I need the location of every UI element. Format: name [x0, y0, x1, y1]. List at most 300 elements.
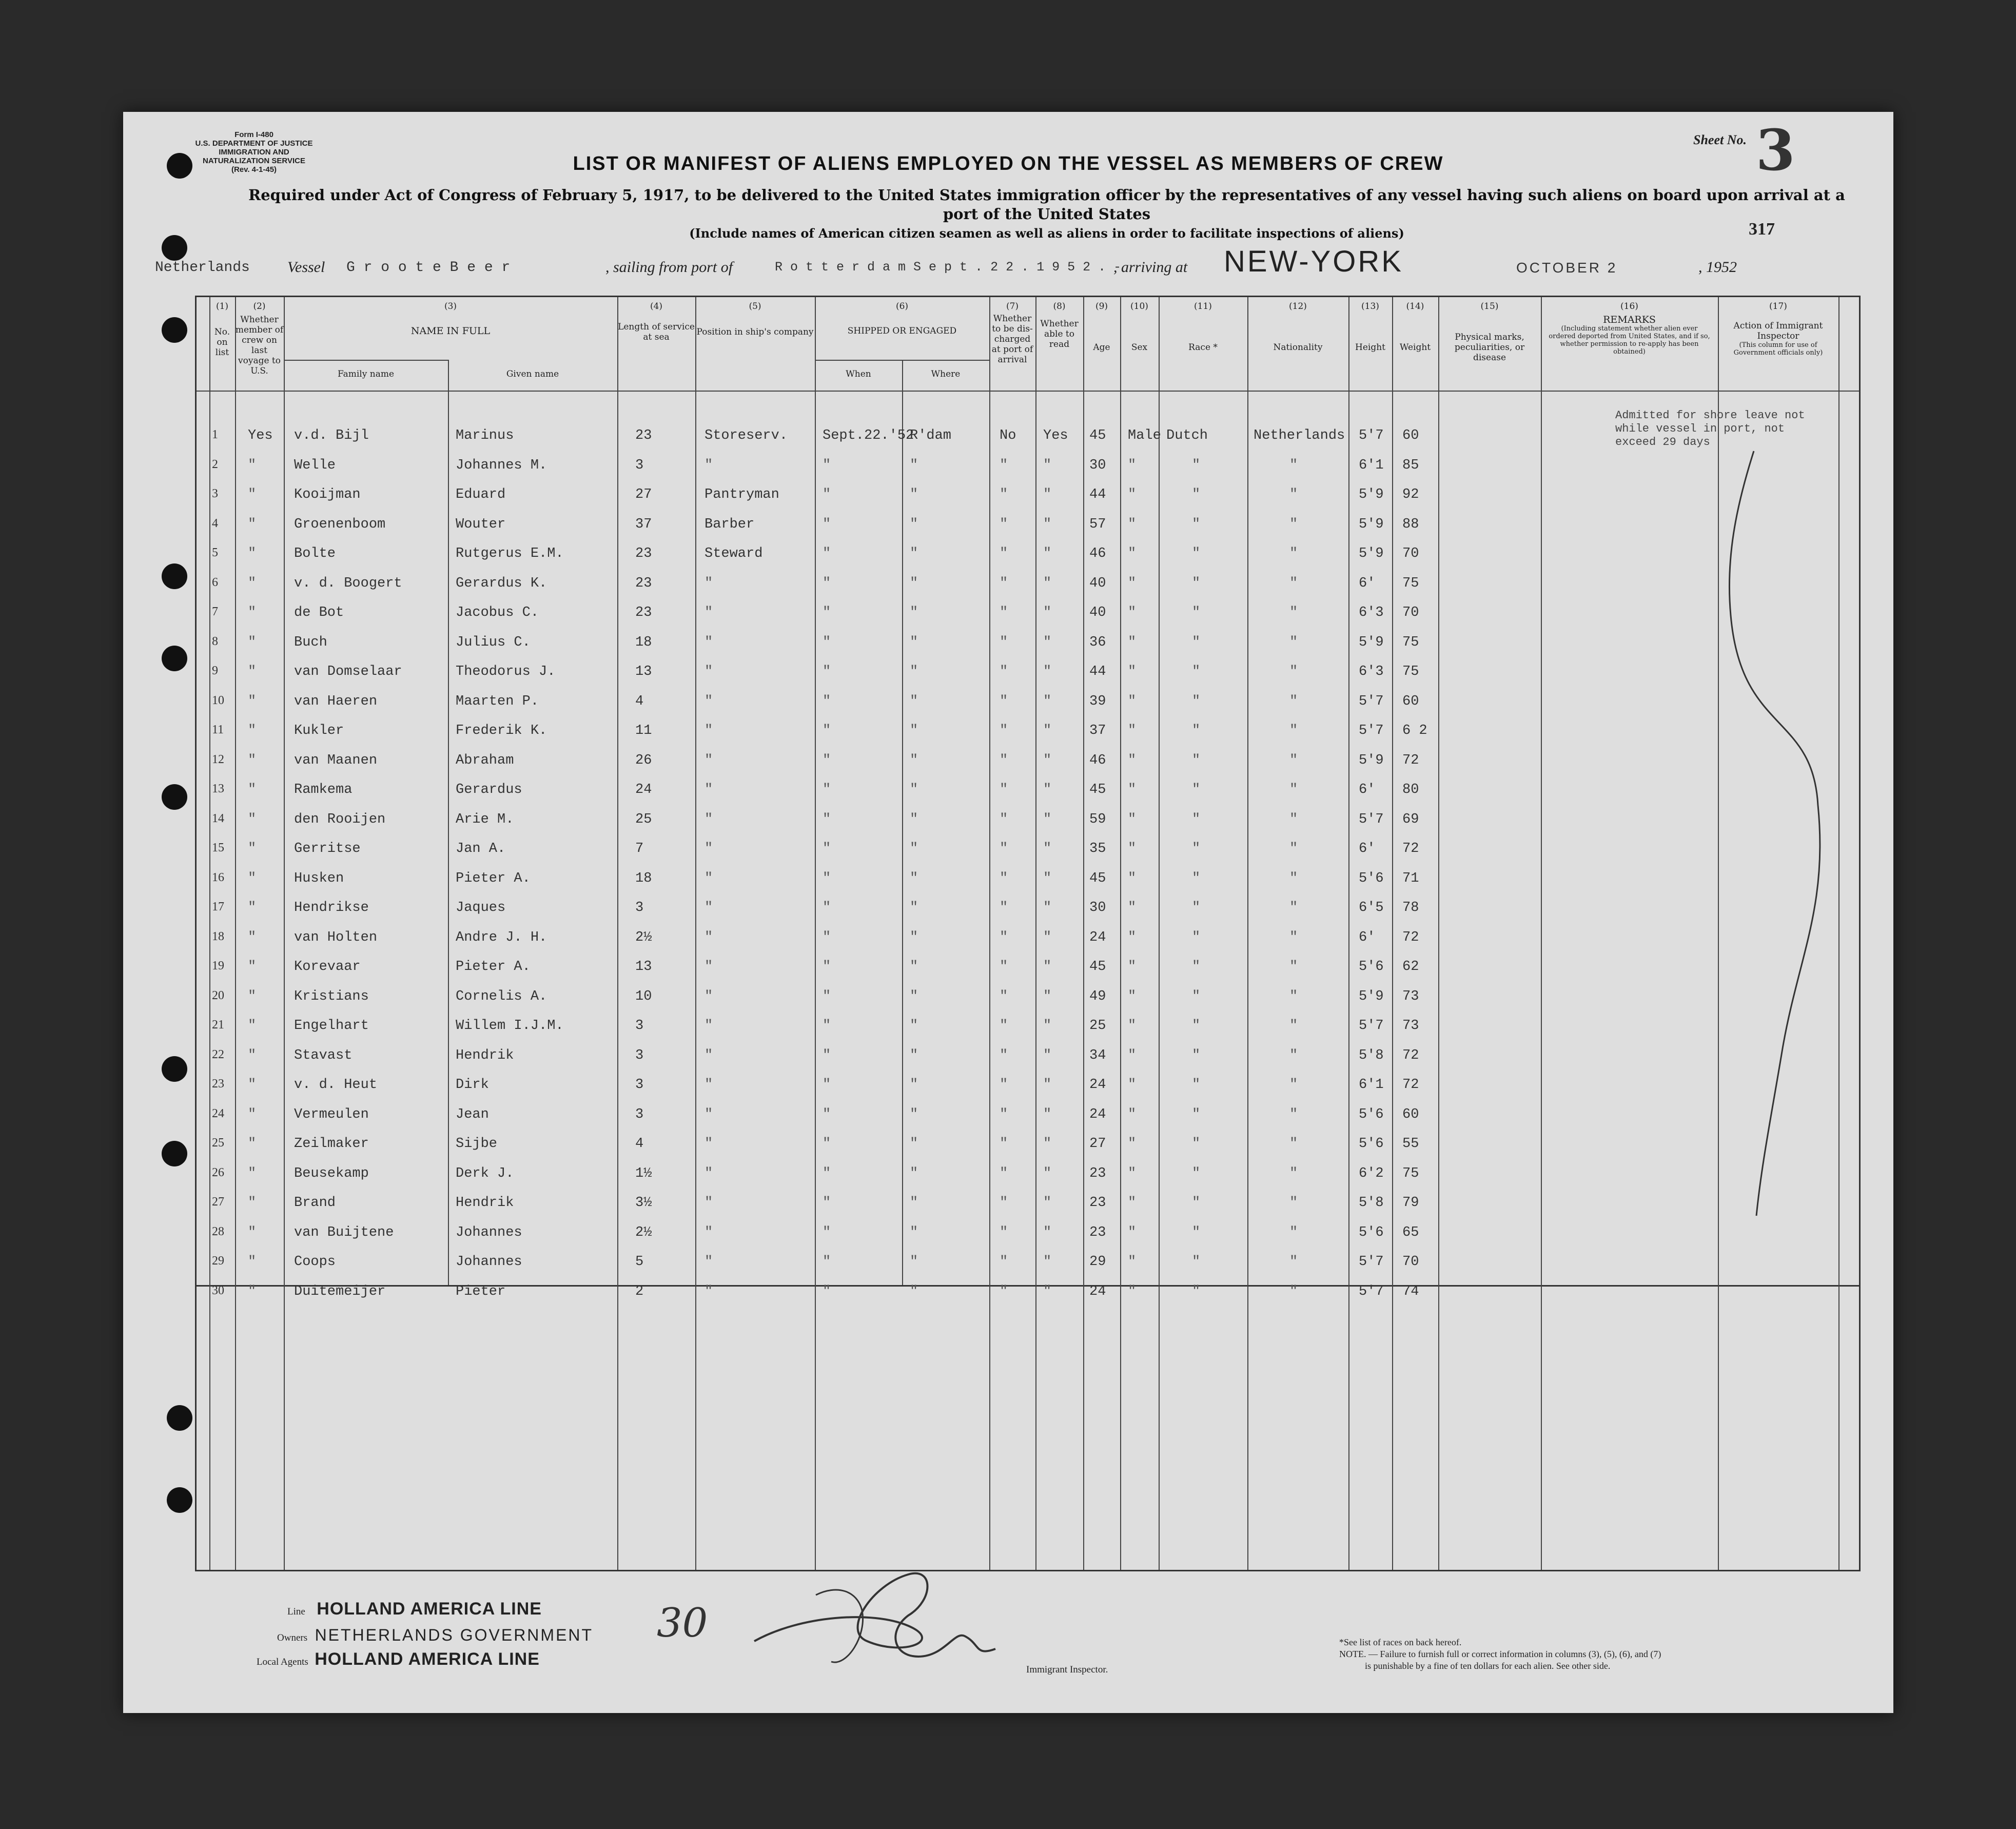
cell-nationality: " [1289, 900, 1298, 916]
cell-last-voyage: " [248, 457, 257, 473]
cell-row-number: 3 [212, 487, 218, 500]
cell-race: " [1192, 1165, 1201, 1181]
cell-length-of-service: 4 [635, 1136, 644, 1152]
cell-discharged: " [1000, 959, 1008, 975]
cell-last-voyage: " [248, 988, 257, 1004]
cell-sex: " [1128, 1283, 1137, 1299]
cell-height: 5'9 [1359, 752, 1384, 768]
table-row [197, 1048, 1859, 1078]
cell-sex: " [1128, 929, 1137, 945]
cell-nationality: " [1289, 811, 1298, 827]
cell-length-of-service: 18 [635, 870, 652, 886]
cell-given-name: Jaques [456, 900, 506, 916]
cell-able-to-read: " [1043, 811, 1052, 827]
cell-weight: 85 [1402, 457, 1419, 473]
cell-length-of-service: 13 [635, 664, 652, 679]
cell-able-to-read: " [1043, 546, 1052, 561]
cell-race: " [1192, 870, 1201, 886]
cell-shipped-where: " [910, 1283, 918, 1299]
cell-sex: " [1128, 988, 1137, 1004]
cell-height: 5'7 [1359, 693, 1384, 709]
cell-position: " [704, 841, 713, 857]
cell-nationality: " [1289, 457, 1298, 473]
col-number: (8) [1053, 301, 1066, 312]
cell-length-of-service: 13 [635, 959, 652, 975]
port-of-departure: R o t t e r d a m S e p t . 2 2 . 1 9 5 2 . - [775, 260, 1122, 275]
cell-able-to-read: " [1043, 782, 1052, 797]
header-divider [197, 391, 1859, 392]
cell-nationality: " [1289, 988, 1298, 1004]
cell-shipped-where: " [910, 1018, 918, 1034]
cell-weight: 55 [1402, 1136, 1419, 1152]
cell-family-name: den Rooijen [294, 811, 386, 827]
cell-given-name: Pieter A. [456, 870, 531, 886]
cell-family-name: Buch [294, 634, 327, 650]
punch-hole [162, 1141, 187, 1166]
cell-age: 23 [1089, 1224, 1106, 1240]
cell-given-name: Dirk [456, 1077, 489, 1093]
sheet-number: 3 [1756, 117, 1795, 183]
col-number: (16) [1620, 301, 1638, 312]
cell-height: 5'7 [1359, 723, 1384, 738]
cell-race: " [1192, 723, 1201, 738]
cell-shipped-where: " [910, 457, 918, 473]
cell-last-voyage: " [248, 782, 257, 797]
cell-length-of-service: 3½ [635, 1195, 652, 1211]
cell-given-name: Theodorus J. [456, 664, 556, 679]
cell-length-of-service: 23 [635, 428, 652, 443]
cell-given-name: Cornelis A. [456, 988, 547, 1004]
cell-age: 34 [1089, 1047, 1106, 1063]
cell-able-to-read: Yes [1043, 428, 1068, 443]
cell-discharged: " [1000, 900, 1008, 916]
cell-last-voyage: " [248, 1283, 257, 1299]
cell-shipped-when: " [823, 1254, 831, 1270]
cell-position: " [704, 870, 713, 886]
cell-height: 5'8 [1359, 1195, 1384, 1211]
cell-weight: 79 [1402, 1195, 1419, 1211]
cell-given-name: Johannes M. [456, 457, 547, 473]
table-row [197, 1136, 1859, 1166]
cell-last-voyage: " [248, 900, 257, 916]
cell-nationality: " [1289, 575, 1298, 591]
col-number: (1) [216, 301, 229, 312]
form-number: Form I-480 [234, 130, 273, 139]
cell-discharged: " [1000, 752, 1008, 768]
cell-height: 5'7 [1359, 1283, 1384, 1299]
cell-shipped-where: " [910, 634, 918, 650]
header-label: Age [1093, 342, 1110, 353]
header-label: Length of service at sea [618, 322, 695, 342]
cell-shipped-when: " [823, 664, 831, 679]
cell-given-name: Jacobus C. [456, 605, 539, 620]
cell-able-to-read: " [1043, 1106, 1052, 1122]
cell-age: 35 [1089, 841, 1106, 857]
cell-position: " [704, 1254, 713, 1270]
cell-family-name: Husken [294, 870, 344, 886]
cell-discharged: " [1000, 1254, 1008, 1270]
subtitle-line-1: Required under Act of Congress of February 5, 1917, to be delivered to the United States immigration officer by the representatives of any vessel having such aliens on board upon arrival at a [248, 186, 1845, 204]
cell-discharged: " [1000, 1077, 1008, 1093]
cell-row-number: 11 [212, 723, 224, 736]
cell-position: Storeserv. [704, 428, 788, 443]
cell-shipped-when: " [823, 1195, 831, 1211]
cell-length-of-service: 26 [635, 752, 652, 768]
arrival-date: OCTOBER 2 [1516, 260, 1618, 276]
cell-shipped-where: " [910, 811, 918, 827]
cell-shipped-when: " [823, 988, 831, 1004]
cell-nationality: " [1289, 959, 1298, 975]
table-row [197, 546, 1859, 576]
cell-discharged: " [1000, 457, 1008, 473]
cell-nationality: " [1289, 605, 1298, 620]
cell-sex: " [1128, 634, 1137, 650]
cell-given-name: Rutgerus E.M. [456, 546, 564, 561]
header-label: SHIPPED OR ENGAGED [847, 326, 957, 336]
cell-sex: " [1128, 1136, 1137, 1152]
cell-family-name: de Bot [294, 605, 344, 620]
cell-row-number: 28 [212, 1224, 224, 1238]
cell-shipped-where: " [910, 900, 918, 916]
cell-row-number: 20 [212, 988, 224, 1002]
cell-row-number: 29 [212, 1254, 224, 1268]
cell-height: 6' [1359, 575, 1376, 591]
table-row [197, 989, 1859, 1019]
cell-weight: 60 [1402, 1106, 1419, 1122]
cell-given-name: Julius C. [456, 634, 531, 650]
cell-length-of-service: 3 [635, 1077, 644, 1093]
cell-sex: " [1128, 1254, 1137, 1270]
cell-weight: 72 [1402, 1077, 1419, 1093]
cell-sex: " [1128, 959, 1137, 975]
cell-height: 5'7 [1359, 811, 1384, 827]
cell-weight: 72 [1402, 841, 1419, 857]
cell-weight: 80 [1402, 782, 1419, 797]
cell-row-number: 7 [212, 605, 218, 618]
header-nationality [1247, 301, 1348, 353]
header-label: Physical marks, peculiarities, or disease [1454, 332, 1525, 363]
cell-able-to-read: " [1043, 959, 1052, 975]
cell-able-to-read: " [1043, 752, 1052, 768]
cell-age: 37 [1089, 723, 1106, 738]
cell-able-to-read: " [1043, 1224, 1052, 1240]
cell-race: " [1192, 841, 1201, 857]
cell-shipped-when: " [823, 605, 831, 620]
table-row [197, 1254, 1859, 1284]
cell-last-voyage: " [248, 723, 257, 738]
cell-last-voyage: " [248, 1224, 257, 1240]
header-label: No. on list [214, 327, 230, 358]
header-note: (Including statement whether alien ever ordered deported from United States, and if so, whether permission to re-apply has been obtained) [1549, 325, 1710, 356]
header-label: Position in ship's company [696, 327, 814, 337]
cell-sex: " [1128, 870, 1137, 886]
header-note: (This column for use of Government officials only) [1733, 341, 1823, 357]
cell-able-to-read: " [1043, 1283, 1052, 1299]
cell-position: " [704, 1077, 713, 1093]
port-of-arrival: NEW-YORK [1224, 245, 1403, 278]
cell-sex: " [1128, 575, 1137, 591]
cell-shipped-where: " [910, 575, 918, 591]
cell-age: 36 [1089, 634, 1106, 650]
cell-family-name: Hendrikse [294, 900, 369, 916]
cell-race: " [1192, 1136, 1201, 1152]
cell-discharged: " [1000, 605, 1008, 620]
cell-sex: " [1128, 457, 1137, 473]
cell-race: " [1192, 959, 1201, 975]
cell-position: Pantryman [704, 487, 779, 502]
cell-discharged: " [1000, 1165, 1008, 1181]
cell-family-name: van Haeren [294, 693, 378, 709]
cell-given-name: Pieter A. [456, 959, 531, 975]
table-row [197, 959, 1859, 989]
cell-age: 23 [1089, 1165, 1106, 1181]
cell-shipped-when: " [823, 1136, 831, 1152]
cell-discharged: " [1000, 1106, 1008, 1122]
cell-shipped-where: " [910, 1254, 918, 1270]
cell-family-name: v.d. Bijl [294, 428, 369, 443]
inspector-signature [739, 1554, 1026, 1677]
header-read [1035, 301, 1083, 349]
cell-given-name: Gerardus K. [456, 575, 547, 591]
cell-position: " [704, 575, 713, 591]
header-label: Whether to be dis- charged at port of arrival [991, 314, 1033, 365]
cell-length-of-service: 7 [635, 841, 644, 857]
table-row [197, 930, 1859, 960]
cell-weight: 74 [1402, 1283, 1419, 1299]
col-number: (4) [650, 301, 663, 312]
cell-given-name: Maarten P. [456, 693, 539, 709]
owners-row [277, 1626, 593, 1645]
cell-nationality: Netherlands [1254, 428, 1345, 443]
header-label: Height [1355, 342, 1385, 353]
cell-age: 44 [1089, 664, 1106, 679]
cell-shipped-when: " [823, 1283, 831, 1299]
cell-shipped-where: " [910, 929, 918, 945]
cell-shipped-when: " [823, 900, 831, 916]
header-label: REMARKS [1603, 314, 1656, 325]
cell-row-number: 12 [212, 752, 224, 766]
name-subheader-rule [284, 360, 448, 361]
header-length-service [617, 301, 695, 342]
cell-race: " [1192, 1254, 1201, 1270]
cell-shipped-where: " [910, 959, 918, 975]
cell-weight: 75 [1402, 634, 1419, 650]
col-number: (3) [444, 301, 457, 312]
cell-shipped-where: " [910, 693, 918, 709]
cell-discharged: " [1000, 634, 1008, 650]
cell-height: 6'2 [1359, 1165, 1384, 1181]
header-weight [1392, 301, 1438, 353]
cell-nationality: " [1289, 693, 1298, 709]
cell-shipped-when: " [823, 516, 831, 532]
cell-able-to-read: " [1043, 1254, 1052, 1270]
cell-sex: " [1128, 723, 1137, 738]
department: U.S. DEPARTMENT OF JUSTICE [195, 139, 313, 148]
cell-nationality: " [1289, 1224, 1298, 1240]
races-note: *See list of races on back hereof. [1339, 1637, 1462, 1647]
cell-shipped-when: " [823, 457, 831, 473]
cell-able-to-read: " [1043, 634, 1052, 650]
line-label: Line [287, 1606, 305, 1617]
cell-weight: 72 [1402, 752, 1419, 768]
cell-sex: " [1128, 487, 1137, 502]
cell-age: 30 [1089, 457, 1106, 473]
remark-line-1: Admitted for shore leave not [1615, 409, 1805, 422]
vessel-flag: Netherlands [155, 260, 250, 276]
cell-age: 24 [1089, 929, 1106, 945]
cell-height: 5'6 [1359, 1136, 1384, 1152]
col-number: (15) [1480, 301, 1499, 312]
cell-nationality: " [1289, 1254, 1298, 1270]
cell-shipped-where: R'dam [910, 428, 952, 443]
cell-position: Barber [704, 516, 755, 532]
cell-last-voyage: " [248, 1047, 257, 1063]
header-label: Race * [1188, 342, 1218, 353]
cell-able-to-read: " [1043, 870, 1052, 886]
cell-row-number: 23 [212, 1077, 224, 1091]
cell-age: 59 [1089, 811, 1106, 827]
cell-last-voyage: " [248, 752, 257, 768]
cell-weight: 62 [1402, 959, 1419, 975]
cell-weight: 70 [1402, 546, 1419, 561]
cell-given-name: Derk J. [456, 1165, 514, 1181]
cell-given-name: Jean [456, 1106, 489, 1122]
punch-hole [167, 1487, 192, 1513]
cell-age: 45 [1089, 959, 1106, 975]
cell-discharged: " [1000, 929, 1008, 945]
cell-last-voyage: " [248, 664, 257, 679]
cell-race: Dutch [1166, 428, 1208, 443]
cell-row-number: 6 [212, 575, 218, 589]
cell-discharged: " [1000, 1136, 1008, 1152]
cell-shipped-where: " [910, 487, 918, 502]
cell-discharged: " [1000, 841, 1008, 857]
cell-nationality: " [1289, 841, 1298, 857]
cell-last-voyage: Yes [248, 428, 273, 443]
cell-able-to-read: " [1043, 1136, 1052, 1152]
cell-height: 6'3 [1359, 605, 1384, 620]
cell-last-voyage: " [248, 546, 257, 561]
cell-height: 5'7 [1359, 428, 1384, 443]
cell-nationality: " [1289, 782, 1298, 797]
header-last-voyage [235, 301, 284, 376]
line-value: HOLLAND AMERICA LINE [317, 1599, 542, 1619]
cell-age: 25 [1089, 1018, 1106, 1034]
cell-weight: 72 [1402, 1047, 1419, 1063]
cell-weight: 88 [1402, 516, 1419, 532]
cell-given-name: Marinus [456, 428, 514, 443]
cell-race: " [1192, 664, 1201, 679]
header-label: NAME IN FULL [410, 325, 491, 337]
table-row [197, 841, 1859, 871]
cell-age: 40 [1089, 575, 1106, 591]
cell-height: 5'9 [1359, 546, 1384, 561]
cell-family-name: Zeilmaker [294, 1136, 369, 1152]
cell-row-number: 18 [212, 929, 224, 943]
cell-race: " [1192, 1077, 1201, 1093]
punch-hole [162, 646, 187, 671]
immigrant-inspector-label: Immigrant Inspector. [1026, 1664, 1108, 1675]
cell-given-name: Andre J. H. [456, 929, 547, 945]
crew-table [195, 296, 1861, 1571]
punch-hole [162, 317, 187, 343]
cell-sex: " [1128, 1018, 1137, 1034]
cell-shipped-where: " [910, 1047, 918, 1063]
cell-height: 5'9 [1359, 487, 1384, 502]
remark-line-3: exceed 29 days [1615, 436, 1710, 449]
cell-given-name: Gerardus [456, 782, 522, 797]
cell-discharged: " [1000, 870, 1008, 886]
cell-last-voyage: " [248, 693, 257, 709]
cell-age: 24 [1089, 1077, 1106, 1093]
cell-nationality: " [1289, 1077, 1298, 1093]
cell-shipped-where: " [910, 516, 918, 532]
cell-nationality: " [1289, 752, 1298, 768]
cell-shipped-where: " [910, 1224, 918, 1240]
cell-height: 5'6 [1359, 870, 1384, 886]
cell-row-number: 19 [212, 959, 224, 972]
cell-able-to-read: " [1043, 1047, 1052, 1063]
cell-family-name: van Maanen [294, 752, 378, 768]
col-number: (13) [1361, 301, 1379, 312]
cell-age: 30 [1089, 900, 1106, 916]
cell-given-name: Abraham [456, 752, 514, 768]
table-row [197, 1225, 1859, 1255]
cell-able-to-read: " [1043, 664, 1052, 679]
cell-given-name: Willem I.J.M. [456, 1018, 564, 1034]
cell-shipped-when: " [823, 1018, 831, 1034]
cell-length-of-service: 18 [635, 634, 652, 650]
cell-length-of-service: 3 [635, 1018, 644, 1034]
cell-weight: 71 [1402, 870, 1419, 886]
cell-family-name: Brand [294, 1195, 336, 1211]
cell-nationality: " [1289, 664, 1298, 679]
cell-shipped-when: " [823, 870, 831, 886]
revision: (Rev. 4-1-45) [231, 165, 277, 174]
agents-value: HOLLAND AMERICA LINE [315, 1649, 540, 1669]
penalty-note-continued: is punishable by a fine of ten dollars for each alien. See other side. [1365, 1661, 1611, 1671]
cell-family-name: Beusekamp [294, 1165, 369, 1181]
cell-able-to-read: " [1043, 605, 1052, 620]
cell-discharged: " [1000, 575, 1008, 591]
cell-length-of-service: 4 [635, 693, 644, 709]
table-row [197, 428, 1859, 458]
cell-position: " [704, 664, 713, 679]
col-number: (9) [1095, 301, 1108, 312]
cell-discharged: " [1000, 1047, 1008, 1063]
cell-family-name: Welle [294, 457, 336, 473]
cell-family-name: v. d. Heut [294, 1077, 378, 1093]
table-row [197, 1077, 1859, 1107]
cell-discharged: " [1000, 693, 1008, 709]
owners-value: NETHERLANDS GOVERNMENT [315, 1626, 594, 1644]
cell-length-of-service: 1½ [635, 1165, 652, 1181]
cell-length-of-service: 37 [635, 516, 652, 532]
cell-sex: " [1128, 782, 1137, 797]
cell-discharged: " [1000, 723, 1008, 738]
cell-family-name: Bolte [294, 546, 336, 561]
cell-age: 24 [1089, 1106, 1106, 1122]
header-label: Nationality [1273, 342, 1323, 353]
cell-row-number: 16 [212, 870, 224, 884]
cell-position: " [704, 900, 713, 916]
cell-discharged: " [1000, 811, 1008, 827]
cell-last-voyage: " [248, 487, 257, 502]
cell-weight: 73 [1402, 988, 1419, 1004]
cell-sex: Male [1128, 428, 1161, 443]
header-height [1348, 301, 1392, 353]
cell-family-name: v. d. Boogert [294, 575, 402, 591]
